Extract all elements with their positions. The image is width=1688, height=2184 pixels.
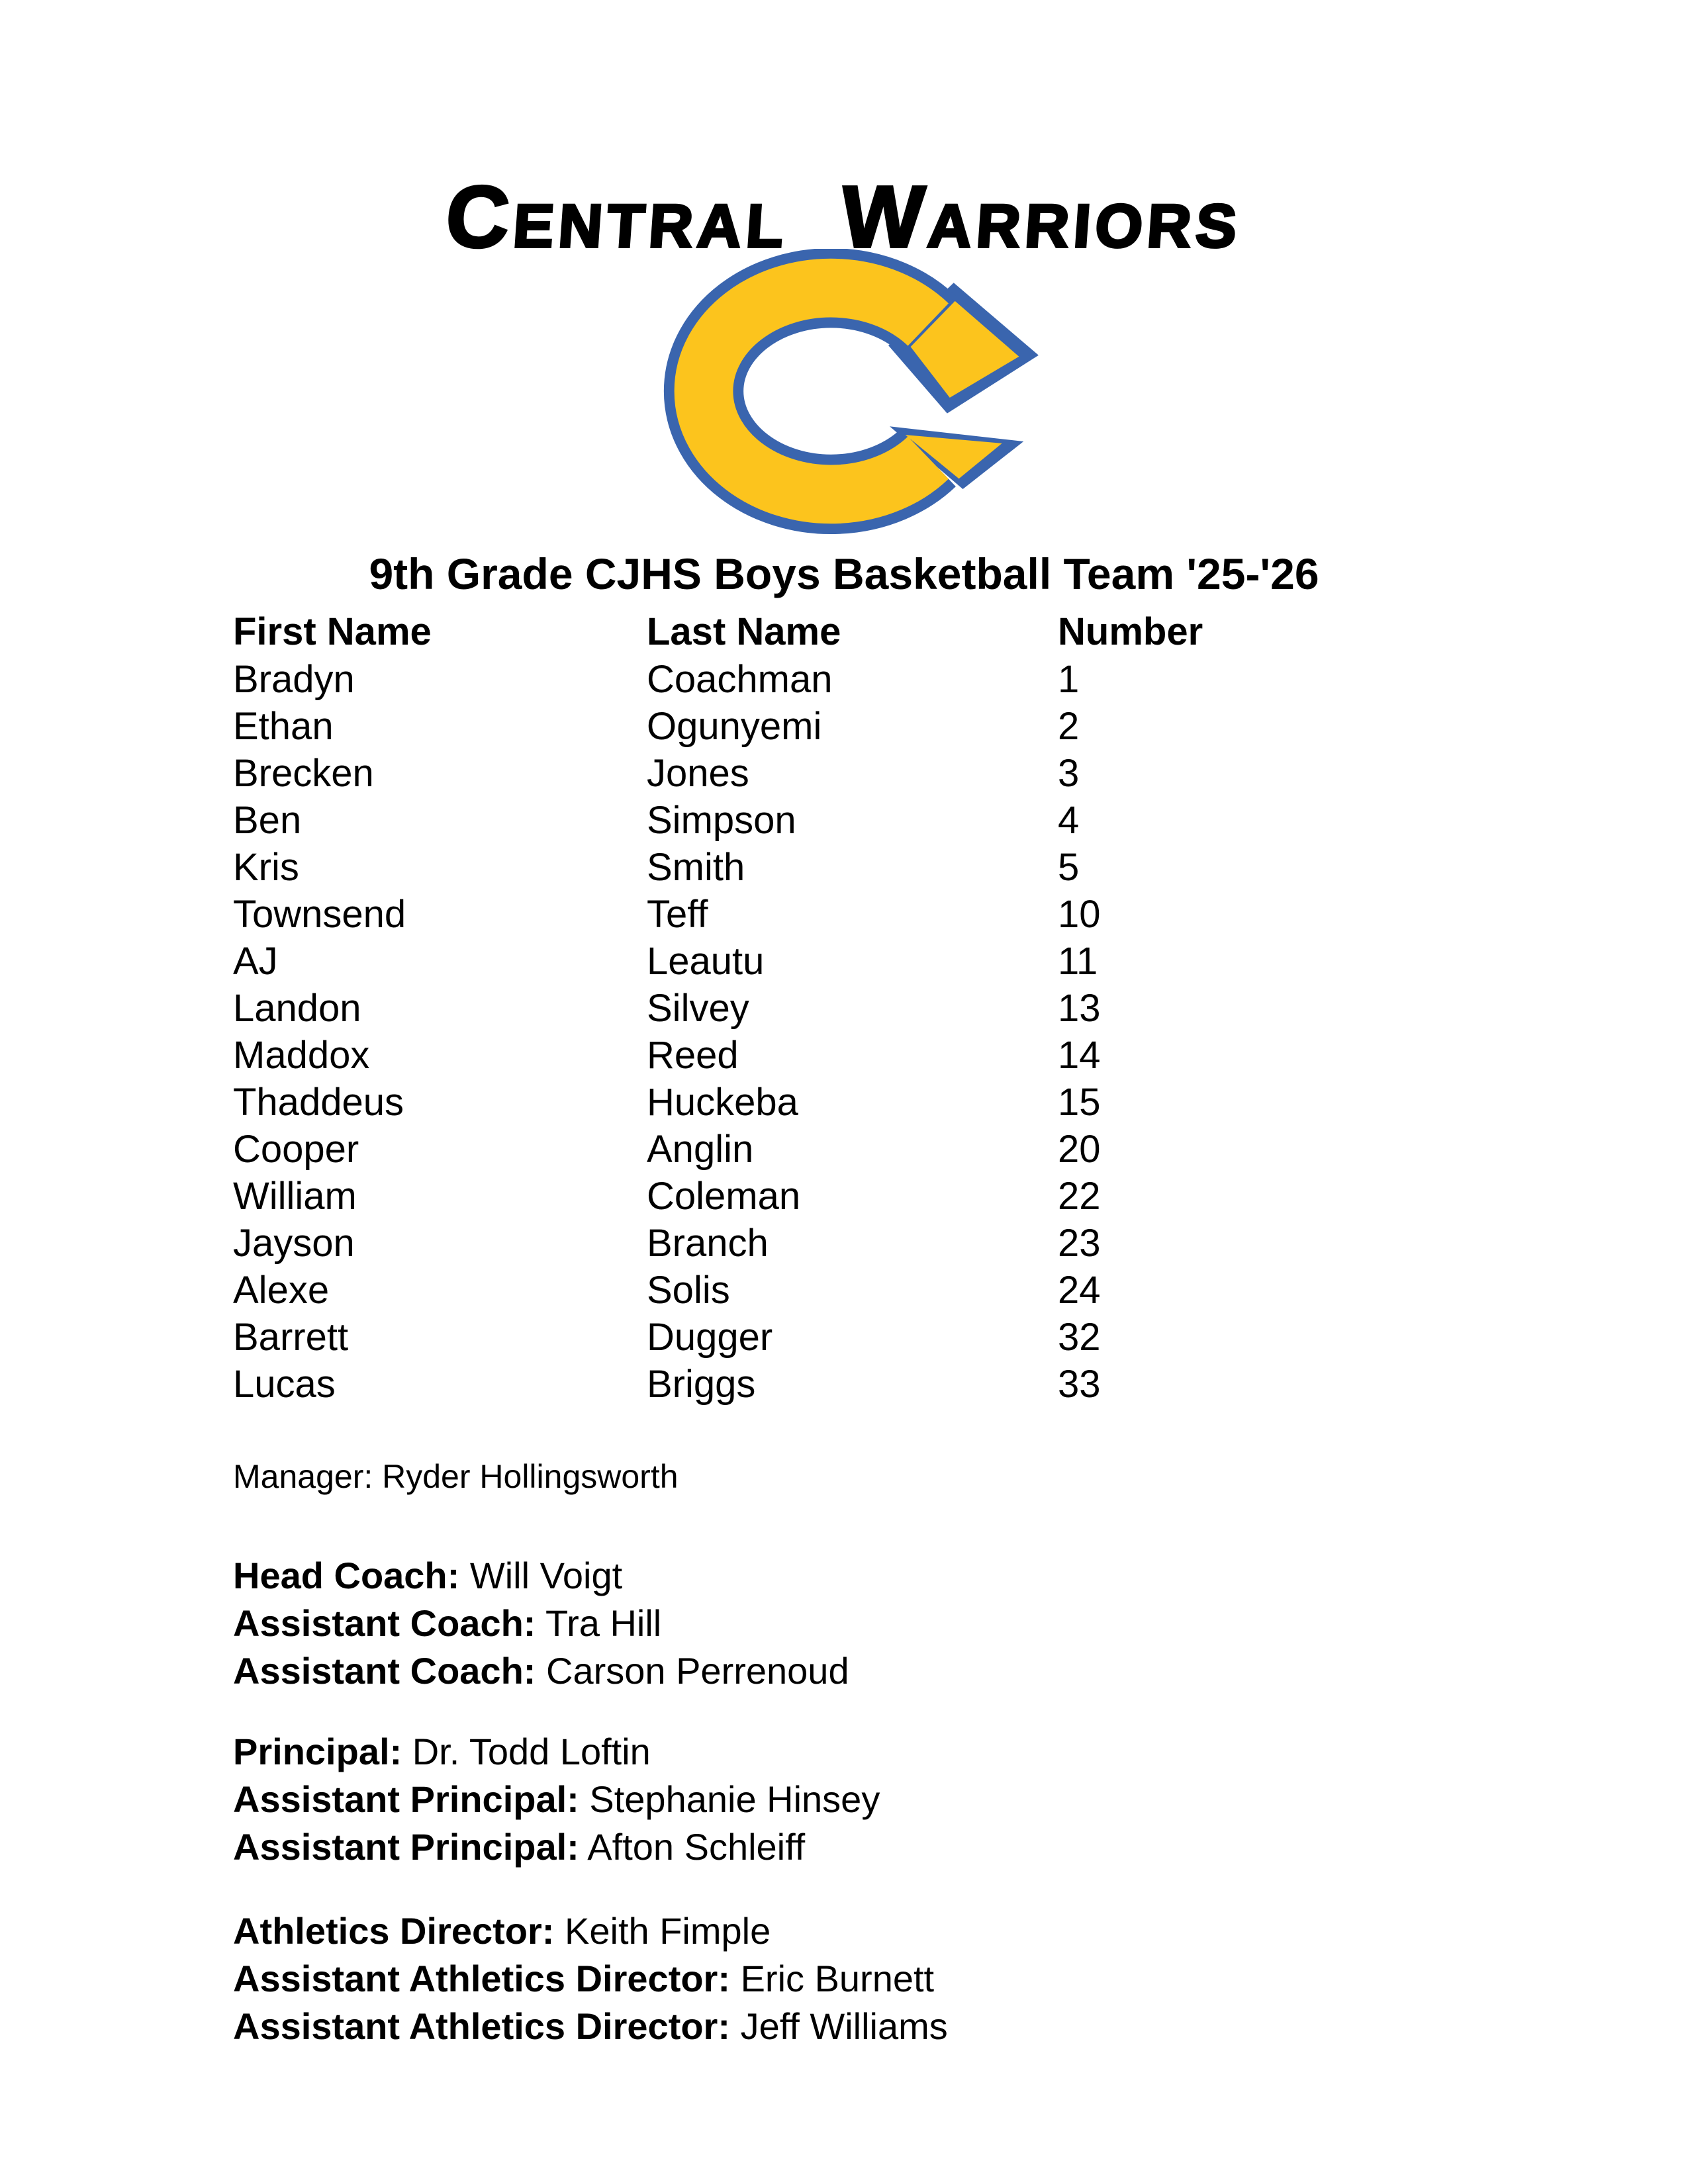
player-first-name: Brecken	[233, 752, 374, 795]
player-first-name: Jayson	[233, 1222, 355, 1265]
staff-line	[233, 1823, 1455, 1871]
administration-section	[233, 1728, 1455, 1871]
roster-row	[233, 1032, 1455, 1079]
player-last-name: Anglin	[647, 1128, 754, 1171]
person-name: Keith Fimple	[565, 1910, 771, 1952]
player-number: 24	[1058, 1269, 1101, 1312]
column-header-first-name: First Name	[233, 610, 432, 653]
team-logo-c-icon	[641, 249, 1047, 536]
role-label: Assistant Athletics Director:	[233, 2005, 730, 2047]
player-number: 3	[1058, 752, 1080, 795]
player-last-name: Ogunyemi	[647, 705, 822, 748]
player-number: 32	[1058, 1316, 1101, 1359]
player-last-name: Huckeba	[647, 1081, 798, 1124]
player-number: 5	[1058, 846, 1080, 889]
roster-row	[233, 891, 1455, 938]
player-number: 15	[1058, 1081, 1101, 1124]
person-name: Carson Perrenoud	[546, 1650, 849, 1692]
player-first-name: Cooper	[233, 1128, 359, 1171]
team-logo-c-wrap	[0, 249, 1688, 539]
player-first-name: Ethan	[233, 705, 334, 748]
player-last-name: Leautu	[647, 940, 765, 983]
role-label: Assistant Principal:	[233, 1826, 579, 1868]
staff-line	[233, 2003, 1455, 2050]
player-first-name: Alexe	[233, 1269, 330, 1312]
player-number: 4	[1058, 799, 1080, 842]
roster-row	[233, 1220, 1455, 1267]
person-name: Afton Schleiff	[587, 1826, 806, 1868]
player-number: 14	[1058, 1034, 1101, 1077]
person-name: Eric Burnett	[740, 1958, 935, 1999]
player-first-name: Lucas	[233, 1363, 336, 1406]
role-label: Assistant Coach:	[233, 1602, 536, 1644]
roster-row	[233, 1267, 1455, 1314]
player-number: 2	[1058, 705, 1080, 748]
player-last-name: Branch	[647, 1222, 769, 1265]
player-first-name: AJ	[233, 940, 278, 983]
player-last-name: Solis	[647, 1269, 730, 1312]
player-first-name: Landon	[233, 987, 361, 1030]
player-first-name: Thaddeus	[233, 1081, 404, 1124]
roster-row	[233, 844, 1455, 891]
roster-row	[233, 703, 1455, 750]
roster-table	[233, 608, 1455, 1408]
player-last-name: Jones	[647, 752, 749, 795]
player-first-name: William	[233, 1175, 357, 1218]
player-last-name: Smith	[647, 846, 745, 889]
manager-role-label: Manager:	[233, 1458, 373, 1495]
staff-line	[233, 1647, 1455, 1695]
player-number: 20	[1058, 1128, 1101, 1171]
role-label: Assistant Athletics Director:	[233, 1958, 730, 1999]
player-number: 11	[1058, 940, 1098, 983]
player-number: 22	[1058, 1175, 1101, 1218]
roster-row	[233, 1126, 1455, 1173]
player-last-name: Simpson	[647, 799, 796, 842]
roster-row	[233, 1079, 1455, 1126]
page-title: 9th Grade CJHS Boys Basketball Team '25-'26	[369, 549, 1319, 598]
player-number: 13	[1058, 987, 1101, 1030]
manager-person-name: Ryder Hollingsworth	[382, 1458, 679, 1495]
roster-row	[233, 1314, 1455, 1361]
athletics-section	[233, 1907, 1455, 2050]
player-first-name: Maddox	[233, 1034, 370, 1077]
person-name: Jeff Williams	[740, 2005, 948, 2047]
player-last-name: Reed	[647, 1034, 739, 1077]
staff-line	[233, 1552, 1455, 1600]
player-first-name: Bradyn	[233, 658, 355, 701]
roster-header-row	[233, 608, 1455, 656]
staff-line	[233, 1776, 1455, 1823]
roster-row	[233, 1361, 1455, 1408]
team-wordmark: Central Warriors	[442, 168, 1246, 265]
player-last-name: Briggs	[647, 1363, 756, 1406]
team-logo-block	[0, 168, 1688, 539]
player-first-name: Townsend	[233, 893, 406, 936]
player-last-name: Dugger	[647, 1316, 773, 1359]
person-name: Tra Hill	[545, 1602, 662, 1644]
player-number: 10	[1058, 893, 1101, 936]
player-first-name: Kris	[233, 846, 299, 889]
player-last-name: Coleman	[647, 1175, 801, 1218]
coaching-staff-section	[233, 1552, 1455, 1695]
staff-line	[233, 1907, 1455, 1955]
roster-row	[233, 938, 1455, 985]
roster-row	[233, 1173, 1455, 1220]
roster-row	[233, 985, 1455, 1032]
player-number: 33	[1058, 1363, 1101, 1406]
manager-line	[233, 1457, 1455, 1496]
role-label: Athletics Director:	[233, 1910, 555, 1952]
column-header-last-name: Last Name	[647, 610, 841, 653]
staff-line	[233, 1600, 1455, 1647]
staff-line	[233, 1955, 1455, 2003]
player-number: 1	[1058, 658, 1080, 701]
person-name: Will Voigt	[469, 1555, 623, 1596]
column-header-number: Number	[1058, 610, 1203, 653]
roster-row	[233, 750, 1455, 797]
player-last-name: Silvey	[647, 987, 749, 1030]
person-name: Dr. Todd Loftin	[412, 1731, 651, 1772]
player-first-name: Ben	[233, 799, 302, 842]
role-label: Principal:	[233, 1731, 402, 1772]
roster-row	[233, 656, 1455, 703]
role-label: Assistant Principal:	[233, 1778, 579, 1820]
person-name: Stephanie Hinsey	[589, 1778, 880, 1820]
roster-rows	[233, 656, 1455, 1408]
player-last-name: Coachman	[647, 658, 833, 701]
player-last-name: Teff	[647, 893, 708, 936]
roster-row	[233, 797, 1455, 844]
role-label: Head Coach:	[233, 1555, 460, 1596]
role-label: Assistant Coach:	[233, 1650, 536, 1692]
staff-line	[233, 1728, 1455, 1776]
player-first-name: Barrett	[233, 1316, 349, 1359]
player-number: 23	[1058, 1222, 1101, 1265]
